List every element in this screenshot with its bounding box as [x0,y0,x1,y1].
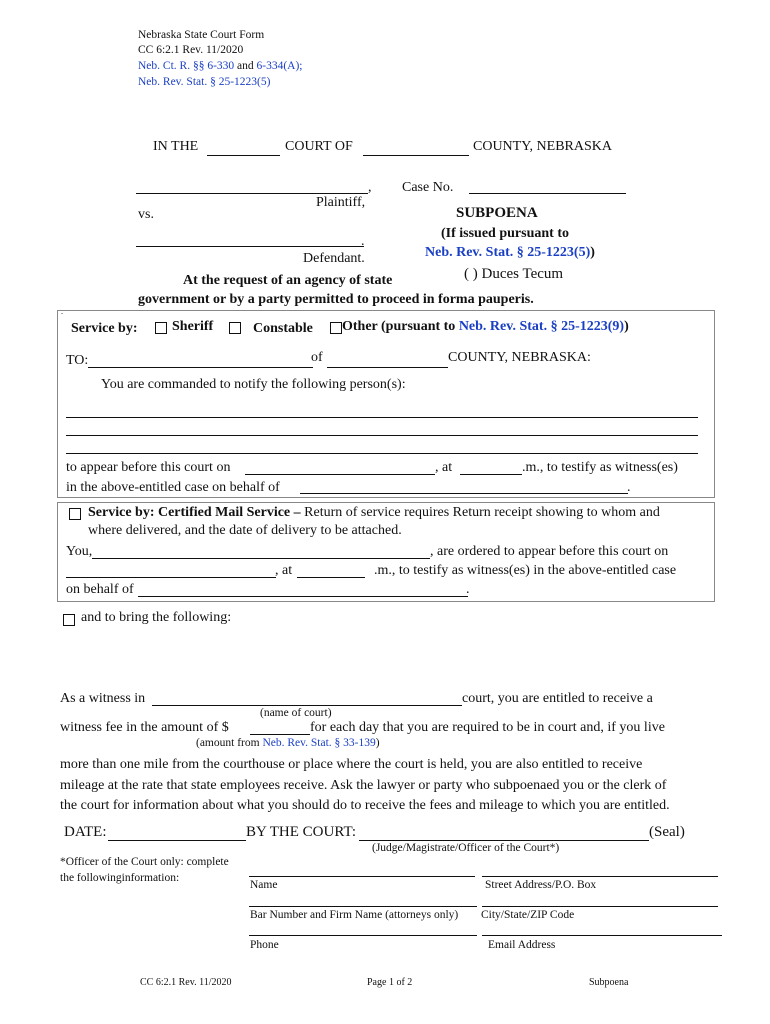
county-field[interactable] [363,155,469,156]
appear-time-field[interactable] [460,474,522,475]
behalf-field[interactable] [300,493,628,494]
fee-paragraph-3: the court for information about what you should do to receive the fees and mileage to which you are entitled. [60,798,670,813]
rule-reference: Neb. Ct. R. §§ 6-330 and 6-334(A); [138,60,303,72]
defendant-label: Defendant. [303,251,365,266]
certified-behalf-period: . [466,582,470,597]
officer-bar-field[interactable] [249,906,477,907]
plaintiff-field[interactable] [136,193,368,194]
constable-checkbox[interactable] [229,322,241,334]
statute-link-header[interactable]: Neb. Rev. Stat. § 25-1223(5) [138,76,271,88]
officer-email-field[interactable] [482,935,722,936]
subpoena-title: SUBPOENA [456,205,538,221]
appear-label: to appear before this court on [66,460,231,475]
constable-label: Constable [253,321,313,336]
certified-line-2: where delivered, and the date of delivery to be attached. [88,523,402,538]
certified-behalf-label: on behalf of [66,582,134,597]
amount-from-caption: (amount from Neb. Rev. Stat. § 33-139) [196,737,380,749]
service-by-label: Service by: [71,321,138,336]
court-entitled-text: court, you are entitled to receive a [462,691,653,706]
appear-at-label: , at [435,460,453,475]
officer-note-2: the followinginformation: [60,872,180,884]
officer-email-label: Email Address [488,939,556,951]
fee-paragraph-2: mileage at the rate that state employees receive. Ask the lawyer or party who subpoenaed you or the clerk of [60,778,667,793]
judge-caption: (Judge/Magistrate/Officer of the Court*) [372,842,560,854]
officer-street-label: Street Address/P.O. Box [485,879,597,891]
name-of-court-field[interactable] [152,705,462,706]
request-line-1: At the request of an agency of state [183,273,393,288]
county-nebraska-label: COUNTY, NEBRASKA [473,139,612,154]
certified-line-1: Service by: Certified Mail Service – Return of service requires Return receipt showing to whom and [88,505,660,520]
to-county-field[interactable] [327,367,448,368]
sheriff-label: Sheriff [172,319,214,334]
certified-testify: .m., to testify as witness(es) in the above-entitled case [374,563,677,578]
officer-phone-field[interactable] [249,935,477,936]
title-statute: Neb. Rev. Stat. § 25-1223(5)) [425,245,595,260]
officer-phone-label: Phone [250,939,279,951]
appear-date-field[interactable] [245,474,435,475]
behalf-period: . [627,480,631,495]
court-type-field[interactable] [207,155,280,156]
in-the-label: IN THE [153,139,199,154]
commanded-text: You are commanded to notify the following person(s): [101,377,406,392]
certified-time-field[interactable] [297,577,365,578]
of-label: of [311,350,323,365]
officer-name-field[interactable] [249,876,475,877]
each-day-text: for each day that you are required to be in court and, if you live [310,720,665,735]
case-no-label: Case No. [402,180,454,195]
form-code: CC 6:2.1 Rev. 11/2020 [138,44,244,56]
duces-tecum-option[interactable]: ( ) Duces Tecum [464,266,564,282]
by-court-label: BY THE COURT: [246,824,357,840]
ordered-text: , are ordered to appear before this court on [430,544,669,559]
vs-label: vs. [138,207,154,222]
plaintiff-comma: , [368,180,372,195]
fee-amount-field[interactable] [250,734,310,735]
case-no-field[interactable] [469,193,626,194]
person-line-2[interactable] [66,435,698,436]
you-label: You, [66,544,93,559]
defendant-period: . [361,234,365,249]
defendant-field[interactable] [136,246,364,247]
person-line-1[interactable] [66,417,698,418]
witness-in-label: As a witness in [60,691,146,706]
footer-doc-title: Subpoena [589,977,629,988]
certified-at-label: , at [275,563,293,578]
name-of-court-caption: (name of court) [260,707,332,719]
judge-signature-field[interactable] [359,840,649,841]
to-county-label: COUNTY, NEBRASKA: [448,350,591,365]
title-statute-link[interactable]: Neb. Rev. Stat. § 25-1223(5) [425,245,591,260]
bring-label: and to bring the following: [81,610,232,625]
fee-amount-label: witness fee in the amount of $ [60,720,229,735]
to-label: TO: [66,353,89,368]
rule-link-1[interactable]: Neb. Ct. R. §§ 6-330 [138,60,235,72]
date-label: DATE: [64,824,107,840]
officer-note-1: *Officer of the Court only: complete [60,856,229,868]
footer-page-number: Page 1 of 2 [367,977,413,988]
other-checkbox[interactable] [330,322,342,334]
service-dot: . [61,307,63,316]
appear-suffix: .m., to testify as witness(es) [522,460,678,475]
amount-statute-link[interactable]: Neb. Rev. Stat. § 33-139 [262,737,376,749]
other-label: Other (pursuant to Neb. Rev. Stat. § 25-1223(9)) [342,319,629,334]
if-issued-label: (If issued pursuant to [441,226,569,241]
officer-bar-label: Bar Number and Firm Name (attorneys only) [250,909,459,921]
request-line-2: government or by a party permitted to proceed in forma pauperis. [138,292,534,307]
other-statute-link[interactable]: Neb. Rev. Stat. § 25-1223(9) [458,319,625,334]
certified-behalf-field[interactable] [138,596,468,597]
seal-label: (Seal) [649,824,685,840]
form-name: Nebraska State Court Form [138,29,265,41]
certified-mail-checkbox[interactable] [69,508,81,520]
officer-city-label: City/State/ZIP Code [481,909,575,921]
behalf-label: in the above-entitled case on behalf of [66,480,280,495]
fee-paragraph-1: more than one mile from the courthouse or place where the court is held, you are also entitled to receive [60,757,643,772]
person-line-3[interactable] [66,453,698,454]
bring-checkbox[interactable] [63,614,75,626]
officer-street-field[interactable] [482,876,718,877]
officer-city-field[interactable] [482,906,718,907]
date-field[interactable] [108,840,246,841]
rule-link-2[interactable]: 6-334(A); [256,60,303,72]
plaintiff-label: Plaintiff, [316,195,366,210]
sheriff-checkbox[interactable] [155,322,167,334]
you-name-field[interactable] [92,558,430,559]
court-of-label: COURT OF [285,139,353,154]
footer-form-code: CC 6:2.1 Rev. 11/2020 [140,977,232,988]
to-name-field[interactable] [88,367,313,368]
officer-name-label: Name [250,879,278,891]
certified-date-field[interactable] [66,577,276,578]
